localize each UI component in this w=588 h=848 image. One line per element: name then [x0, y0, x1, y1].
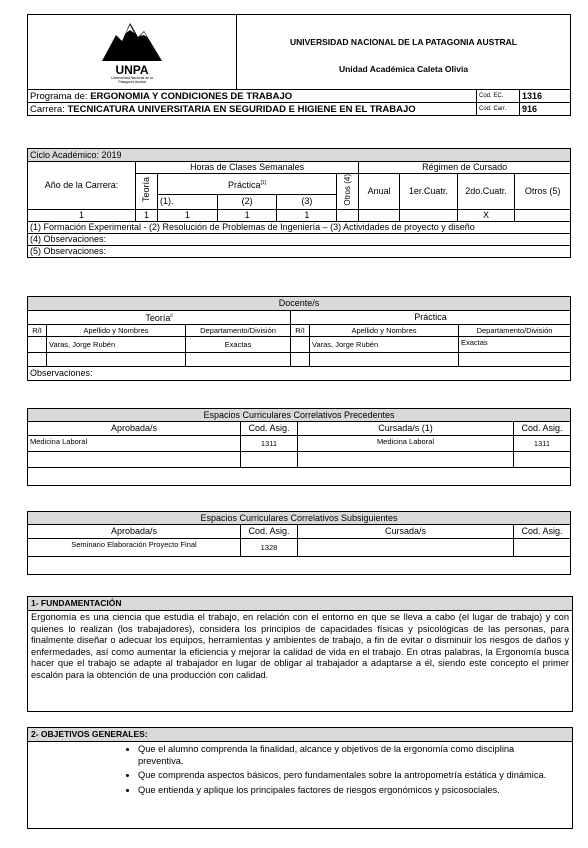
p1-header: (1). — [157, 195, 217, 209]
val-p2: 1 — [217, 209, 277, 221]
subsiguientes-title: Espacios Curriculares Correlativos Subsiguientes — [28, 512, 571, 525]
horas-table — [27, 148, 571, 258]
prec-cod2-0: 1311 — [514, 436, 571, 452]
unpa-logo-icon — [102, 21, 162, 61]
apellido-header: Apellido y Nombres — [47, 325, 186, 337]
otros-header: Otros (4) — [337, 174, 359, 210]
otros5-header: Otros (5) — [515, 174, 571, 210]
val-p1: 1 — [157, 209, 217, 221]
objetivos-list — [28, 744, 572, 796]
prec-cursadas-header: Cursada/s (1) — [298, 422, 514, 436]
programa-cell — [28, 90, 477, 103]
c1-header: 1er.Cuatr. — [400, 174, 458, 210]
val-anio: 1 — [28, 209, 136, 221]
ri-header: R/I — [28, 325, 47, 337]
horas-title: Horas de Clases Semanales — [135, 162, 358, 174]
docentes-teoria: Teoría$^{ii}$ — [28, 311, 291, 325]
depto-header-2: Departamento/División — [459, 325, 571, 337]
teoria-docente-depto: Exactas — [186, 337, 291, 353]
prec-cursada-0: Medicina Laboral — [298, 436, 514, 452]
anual-header: Anual — [359, 174, 400, 210]
prec-aprobadas-header: Aprobada/s — [28, 422, 241, 436]
p2-header: (2) — [217, 195, 277, 209]
programa-cod-label: Cod. EC. — [477, 90, 520, 103]
sub-cod-header: Cod. Asig. — [241, 525, 298, 539]
val-o5 — [515, 209, 571, 221]
note-1: (1) Formación Experimental - (2) Resolución de Problemas de Ingeniería – (3) Actividades de proyecto y diseño — [28, 221, 571, 233]
val-anual — [359, 209, 400, 221]
programa-label: Programa de: — [30, 90, 88, 102]
logo-cell — [28, 15, 237, 90]
institution-cell — [237, 15, 571, 90]
precedentes-table — [27, 408, 571, 486]
docentes-table — [27, 296, 571, 381]
carrera-cod-label: Cod. Carr. — [477, 103, 520, 116]
val-p3: 1 — [277, 209, 337, 221]
objetivo-item-3: • Que entienda y aplique los principales factores de riesgos ergonómicos y psicosociales. — [138, 785, 552, 797]
sub-cod1-0: 1328 — [241, 539, 298, 557]
ciclo-academico: Ciclo Académico: 2019 — [28, 149, 571, 162]
teoria-header: Teoría — [135, 174, 157, 210]
docentes-title: Docente/s — [28, 297, 571, 311]
prec-cod-header-2: Cod. Asig. — [514, 422, 571, 436]
practica-docente-depto: Exactas — [459, 337, 571, 353]
university-name: UNIVERSIDAD NACIONAL DE LA PATAGONIA AUSTRAL — [290, 37, 517, 47]
sub-aprobadas-header: Aprobada/s — [28, 525, 241, 539]
practica-header: Práctica[1] — [157, 174, 336, 195]
docentes-observaciones: Observaciones: — [28, 367, 571, 381]
teoria-docente-nombre: Varas, Jorge Rubén — [47, 337, 186, 353]
carrera-cod-value: 916 — [520, 103, 571, 116]
programa-value: ERGONOMIA Y CONDICIONES DE TRABAJO — [90, 90, 293, 102]
prec-cod-header: Cod. Asig. — [241, 422, 298, 436]
p3-header: (3) — [277, 195, 337, 209]
regimen-title: Régimen de Cursado — [359, 162, 571, 174]
sub-cursadas-header: Cursada/s — [298, 525, 514, 539]
document-header — [27, 14, 571, 116]
c2-header: 2do.Cuatr. — [457, 174, 515, 210]
logo-text: UNPA — [115, 62, 149, 77]
prec-cod1-0: 1311 — [241, 436, 298, 452]
carrera-cell — [28, 103, 477, 116]
val-c2: X — [457, 209, 515, 221]
prec-aprobada-0: Medicina Laboral — [28, 436, 241, 452]
val-otros — [337, 209, 359, 221]
objetivo-item-2: • Que comprenda aspectos básicos, pero fundamentales sobre la antropometría estática y dinámica. — [138, 770, 552, 782]
carrera-label: Carrera: — [30, 103, 65, 115]
val-teoria: 1 — [135, 209, 157, 221]
objetivos-title: 2- OBJETIVOS GENERALES: — [28, 728, 572, 742]
anio-label: Año de la Carrera: — [28, 162, 136, 210]
sub-cursada-0 — [298, 539, 514, 557]
precedentes-title: Espacios Curriculares Correlativos Precedentes — [28, 409, 571, 422]
objetivo-item-1: • Que el alumno comprenda la finalidad, alcance y objetivos de la ergonomía como disciplina preventiva. — [138, 744, 552, 767]
sub-aprobada-0: Seminario Elaboración Proyecto Final — [28, 539, 241, 557]
programa-cod-value: 1316 — [520, 90, 571, 103]
val-c1 — [400, 209, 458, 221]
sub-cod2-0 — [514, 539, 571, 557]
note-5: (5) Observaciones: — [28, 245, 571, 257]
objetivos-section — [27, 727, 573, 829]
carrera-value: TECNICATURA UNIVERSITARIA EN SEGURIDAD E HIGIENE EN EL TRABAJO — [67, 103, 416, 115]
fundamentacion-title: 1- FUNDAMENTACIÓN — [28, 597, 572, 611]
academic-unit: Unidad Académica Caleta Olivia — [338, 64, 469, 74]
fundamentacion-section — [27, 596, 573, 712]
note-4: (4) Observaciones: — [28, 233, 571, 245]
apellido-header-2: Apellido y Nombres — [310, 325, 459, 337]
fundamentacion-text: Ergonomía es una ciencia que estudia el trabajo, en relación con el entorno en que se lleva a cabo (el lugar de trabajo) y con quienes lo realizan (los trabajadores), considera los principios de capacidades físicas y psicológicas de las personas, para finalmente diseñar o adecuar los equipos, herramientas y ambientes de trabajo, a fin de evitar o disminuir los riesgos de daños y enfermedades, así como aumentar la eficiencia y mejorar la calidad de vida en el trabajo. En otras palabras, la Ergonomía busca hacer que el trabajo se adapte al trabajador en lugar de obligar al trabajador a adaptarse a él, siendo este concepto el primer escalón para la obtención de una producción con calidad. — [31, 612, 569, 680]
docentes-practica: Práctica — [291, 311, 571, 325]
sub-cod-header-2: Cod. Asig. — [514, 525, 571, 539]
logo-subtext: Universidad Nacional de la Patagonia Austral — [111, 75, 153, 84]
ri-header-2: R/I — [291, 325, 310, 337]
practica-docente-nombre: Varas, Jorge Rubén — [310, 337, 459, 353]
depto-header: Departamento/División — [186, 325, 291, 337]
subsiguientes-table — [27, 511, 571, 575]
